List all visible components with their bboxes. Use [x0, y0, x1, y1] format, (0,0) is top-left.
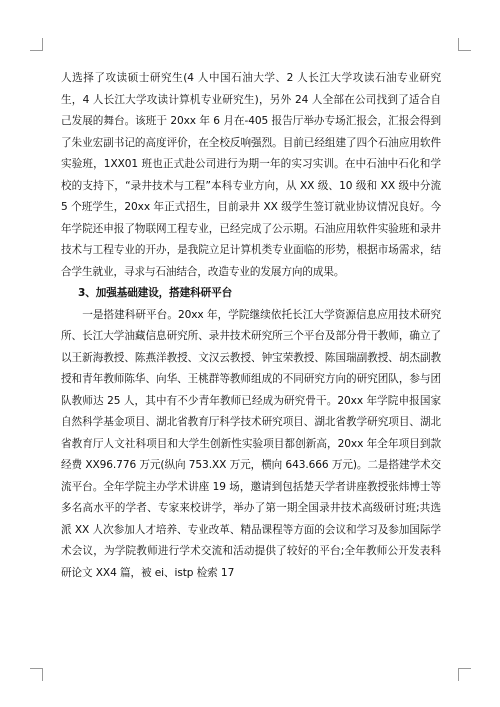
document-body — [61, 68, 441, 584]
section-heading: 3、加强基础建设，搭建科研平台 — [77, 287, 233, 299]
crop-mark-bottom-left — [30, 668, 43, 681]
paragraph-research-platform: 一是搭建科研平台。20xx 年，学院继续依托长江大学资源信息应用技术研究所、长江大学油藏信息研究所、录井技术研究所三个平台及部分骨干教师，确立了以王新海教授、陈燕洋教授、文汉云教授、钟宝荣教授、陈国瑞副教授、胡杰副教授和青年教师陈华、向华、王桃群等教师组成的不同研究方向的研究团队，参与团队教师达 25 人，其中有不少青年教师已经成为研究骨干。20xx 年学院申报国家自然科学基金项目、湖北省教育厅科学技术研究项目、湖北省教学研究项目、湖北省教育厅人文社科项目和大学生创新性实验项目都创新高，20xx 年全年项目到款经费 XX96.776 万元(纵向 753.XX 万元，横向 643.666 万元)。二是搭建学术交流平台。全年学院主办学术讲座 19 场，邀请到包括楚天学者讲座教授张炜博士等多名高水平的学者、专家来校讲学，举办了第一期全国录井技术高级研讨班;共选派 XX 人次参加人才培养、专业改革、精品课程等方面的会议和学习及参加国际学术会议，为学院教师进行学术交流和活动提供了较好的平台;全年教师公开发表科研论文 XX4 篇，被 ei、istp 检索 17 — [61, 308, 441, 579]
paragraph-continued: 人选择了攻读硕士研究生(4 人中国石油大学、2 人长江大学攻读石油专业研究生，4 人长江大学攻读计算机专业研究生)，另外 24 人全部在公司找到了适合自己发展的舞台。该班于 20xx 年 6 月在-405 报告厅举办专场汇报会，汇报会得到了朱业宏副书记的高度评价，在全校反响强烈。目前已经组建了四个石油应用软件实验班，1XX01 班也正式赴公司进行为期一年的实习实训。在中石油中石化和学校的支持下，“录井技术与工程”本科专业方向，从 XX 级、10 级和 XX 级中分流 5 个班学生，20xx 年正式招生，目前录井 XX 级学生签订就业协议情况良好。今年学院还申报了物联网工程专业，已经完成了公示期。石油应用软件实验班和录井技术与工程专业的开办，是我院立足计算机类专业面临的形势，根据市场需求，结合学生就业，寻求与石油结合，改造专业的发展方向的成果。 — [61, 72, 441, 278]
crop-mark-bottom-right — [458, 668, 471, 681]
crop-mark-top-right — [458, 38, 471, 51]
crop-mark-top-left — [30, 38, 43, 51]
